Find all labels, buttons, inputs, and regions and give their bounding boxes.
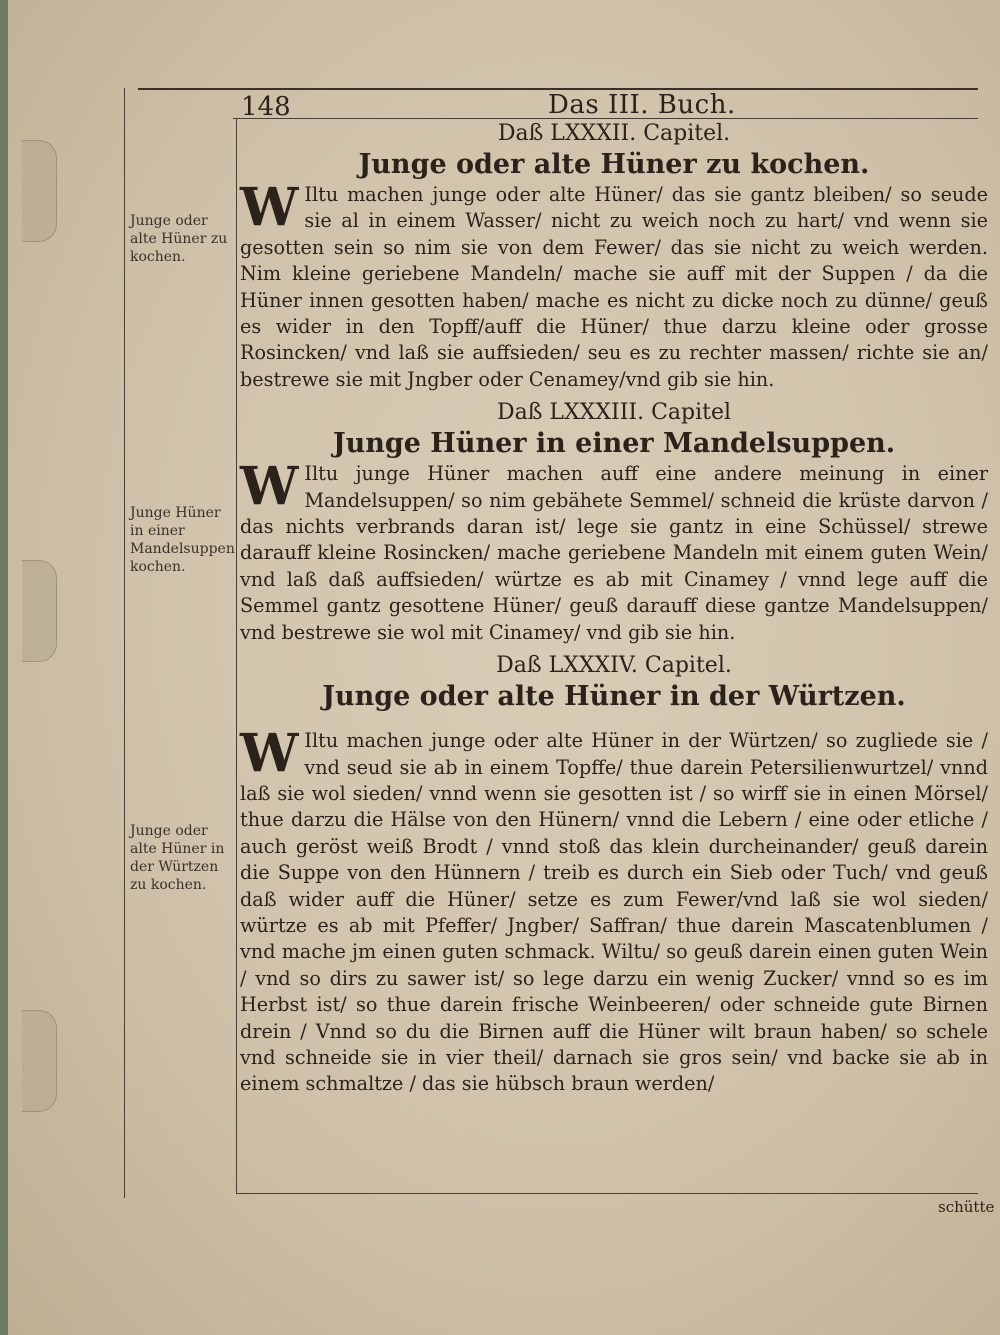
- margin-note: Junge oder alte Hüner in der Würtzen zu kochen.: [130, 823, 225, 893]
- chapter-body: Iltu machen junge oder alte Hüner/ das sie gantz bleiben/ so seude sie al in einem Wasser/ nicht zu weich noch zu hart/ vnd wenn sie gesotten sein so nim sie von dem Fewer/ das sie nicht zu weich werden. Nim kleine geriebene Mandeln/ mache sie auff mit der Suppen / da die Hüner innen gesotten haben/ mache es nicht zu dicke noch zu dünne/ geuß es wider in den Topff/auff die Hüner/ thue darzu kleine oder grosse Rosincken/ vnd laß sie auffsieden/ seu es zu rechter massen/ richte sie an/ bestrewe sie mit Jngber oder Cenamey/vnd gib sie hin.: [240, 183, 988, 391]
- initial-letter: W: [240, 723, 299, 785]
- chapter-text: [240, 177, 988, 393]
- margin-note: Junge Hüner in einer Mandelsuppen kochen.: [130, 505, 235, 575]
- chapter-text: [240, 456, 988, 646]
- chapter-body: Iltu junge Hüner machen auff eine andere meinung in einer Mandelsuppen/ so nim gebähete Semmel/ schneid die krüste darvon / das nichts verbrands daran ist/ lege sie gantz in eine Schüssel/ strewe darauff kleine Rosincken/ mache geriebene Mandeln mit einem guten Wein/ vnd laß daß auffsieden/ würtze es ab mit Cinamey / vnnd lege auff die Semmel gantz gesottene Hüner/ geuß darauff diese gantze Mandelsuppen/ vnd bestrewe sie wol mit Cinamey/ vnd gib sie hin.: [240, 462, 988, 644]
- binding-clip: [22, 1010, 57, 1112]
- binding-clip: [22, 140, 57, 242]
- initial-letter: W: [240, 177, 299, 238]
- page-body: [240, 120, 988, 1098]
- footer-rule: [236, 1193, 978, 1194]
- chapter-text: [240, 723, 988, 1098]
- catchword: schütte: [938, 1198, 995, 1216]
- binding-clip: [22, 560, 57, 662]
- margin-note: Junge oder alte Hüner zu kochen.: [130, 213, 228, 265]
- chapter-heading: Daß LXXXII. Capitel.: [497, 121, 731, 146]
- chapter-heading: Daß LXXXIII. Capitel: [496, 400, 732, 426]
- chapter-heading: Daß LXXXIV. Capitel.: [496, 653, 732, 679]
- chapter-title: Junge oder alte Hüner zu kochen.: [358, 149, 870, 180]
- chapter-title: Junge oder alte Hüner in der Würtzen.: [322, 681, 906, 713]
- initial-letter: W: [240, 456, 299, 518]
- book-page: [8, 0, 1000, 1335]
- page-number: 148: [241, 92, 291, 122]
- running-head: Das III. Buch.: [548, 90, 736, 120]
- chapter-body: Iltu machen junge oder alte Hüner in der Würtzen/ so zugliede sie / vnd seud sie ab in einem Topffe/ thue darein Petersilienwurtzel/ vnnd laß sie wol sieden/ vnnd wenn sie gesotten ist / so wirff sie in einen Mörsel/ thue darzu die Hälse von den Hünern/ vnnd die Lebern / eine oder etliche / auch geröst weiß Brodt / vnnd stoß das klein durcheinander/ geuß darein die Suppe von den Hünnern / treib es durch ein Sieb oder Tuch/ vnd geuß daß wider auff die Hüner/ setze es zum Fewer/vnd laß sie wol sieden/ würtze es ab mit Pfeffer/ Jngber/ Saffran/ thue darein Mascatenblumen / vnd mache jm einen guten schmack. Wiltu/ so geuß darein einen guten Wein / vnd so dirs zu sawer ist/ so lege darzu ein wenig Zucker/ vnnd so es im Herbst ist/ so thue darein frische Weinbeeren/ oder schneide gute Birnen drein / Vnnd so du die Birnen auff die Hüner wilt braun haben/ so schele vnd schneide sie in vier theil/ darnach sie gros sein/ vnd backe sie ab in einem schmaltze / das sie hübsch braun werden/: [240, 729, 988, 1096]
- chapter-title: Junge Hüner in einer Mandelsuppen.: [332, 428, 896, 460]
